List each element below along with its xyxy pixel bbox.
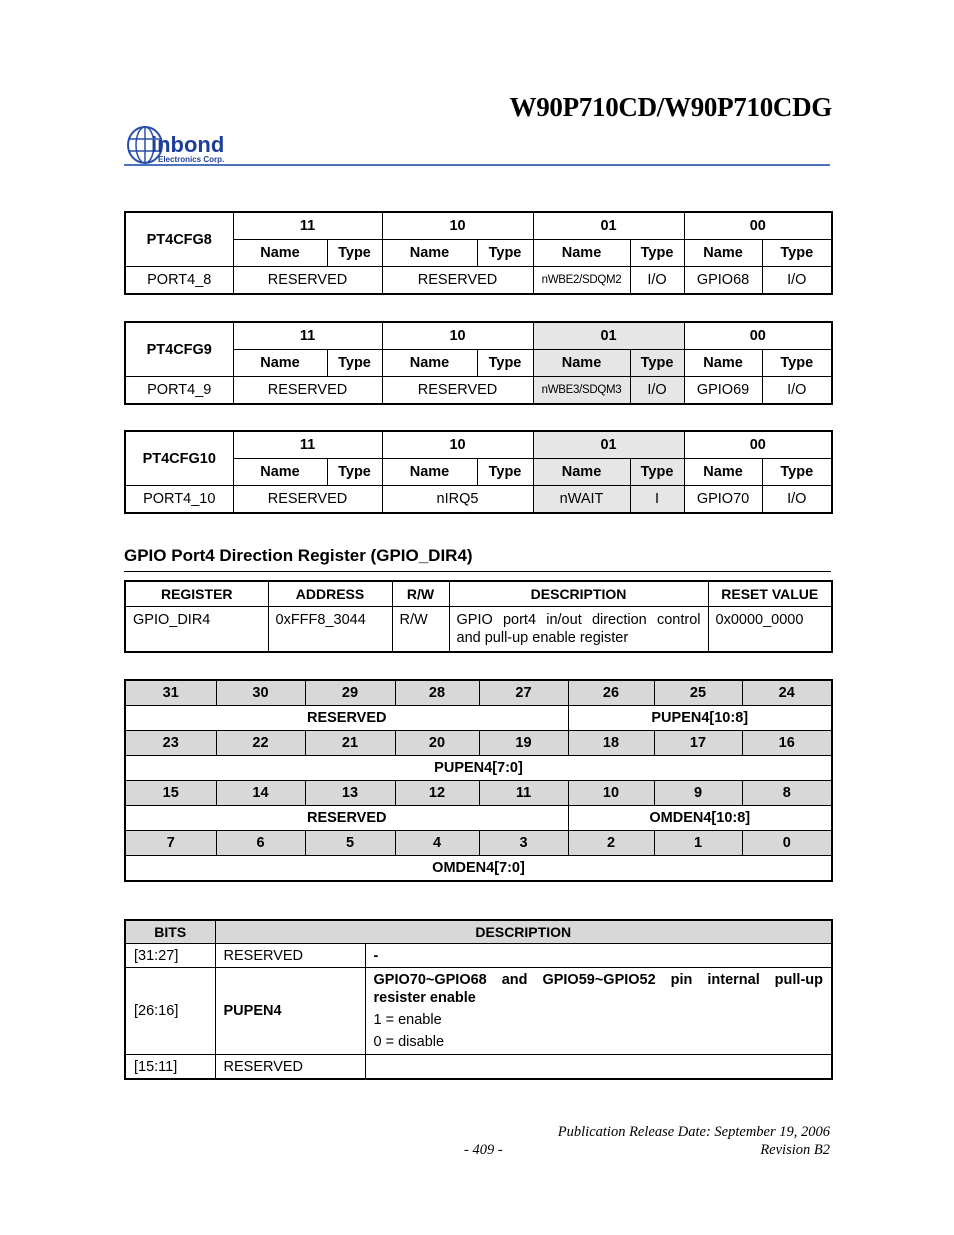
name-header: Name (233, 350, 327, 377)
bit-field: RESERVED (125, 806, 568, 831)
pt4cfg9-table (124, 321, 833, 405)
revision: Revision B2 (760, 1142, 830, 1158)
group-header: 01 (533, 322, 684, 350)
group-header: 11 (233, 431, 382, 459)
bit-description-table (124, 919, 833, 1080)
cell-name: RESERVED (382, 377, 533, 405)
register-reset-value: 0x0000_0000 (708, 607, 832, 653)
bit-number: 26 (568, 680, 654, 706)
name-header: Name (533, 350, 630, 377)
row-label: PORT4_10 (125, 486, 233, 514)
field-name: RESERVED (215, 1055, 365, 1080)
cell-type: I/O (762, 377, 832, 405)
group-header: 10 (382, 431, 533, 459)
bit-number: 10 (568, 781, 654, 806)
type-header: Type (630, 350, 684, 377)
description-header: DESCRIPTION (215, 920, 832, 944)
type-header: Type (477, 350, 533, 377)
register-address: 0xFFF8_3044 (268, 607, 392, 653)
group-header: 00 (684, 212, 832, 240)
bit-number: 21 (305, 731, 395, 756)
cell-type: I/O (762, 267, 832, 295)
svg-text:Electronics Corp.: Electronics Corp. (158, 155, 225, 164)
bit-number: 29 (305, 680, 395, 706)
bit-number: 7 (125, 831, 216, 856)
name-header: Name (382, 240, 477, 267)
name-header: Name (233, 459, 327, 486)
register-name: GPIO_DIR4 (125, 607, 268, 653)
type-header: Type (477, 459, 533, 486)
field-name: RESERVED (215, 944, 365, 968)
bit-number: 2 (568, 831, 654, 856)
name-header: Name (533, 459, 630, 486)
bit-number: 30 (216, 680, 305, 706)
register-header: REGISTER (125, 581, 268, 607)
section-rule (124, 571, 831, 572)
register-rw: R/W (392, 607, 449, 653)
row-label: PORT4_8 (125, 267, 233, 295)
bit-number: 8 (742, 781, 832, 806)
cfg-name: PT4CFG9 (125, 322, 233, 377)
bit-number: 27 (479, 680, 568, 706)
type-header: Type (630, 240, 684, 267)
name-header: Name (684, 459, 762, 486)
bit-number: 17 (654, 731, 742, 756)
group-header: 10 (382, 212, 533, 240)
bit-number: 19 (479, 731, 568, 756)
svg-text:inbond: inbond (151, 132, 225, 157)
bit-number: 24 (742, 680, 832, 706)
register-table (124, 580, 833, 653)
option-enable: 1 = enable (373, 1012, 442, 1028)
pt4cfg10-table (124, 430, 833, 514)
bits-range: [26:16] (125, 968, 215, 1055)
name-header: Name (684, 240, 762, 267)
cell-name: RESERVED (382, 267, 533, 295)
bits-header: BITS (125, 920, 215, 944)
name-header: Name (233, 240, 327, 267)
bits-range: [15:11] (125, 1055, 215, 1080)
bitmap-table (124, 679, 833, 882)
type-header: Type (327, 350, 382, 377)
name-header: Name (382, 459, 477, 486)
bit-number: 0 (742, 831, 832, 856)
bit-number: 15 (125, 781, 216, 806)
type-header: Type (762, 350, 832, 377)
cell-name: RESERVED (233, 377, 382, 405)
bit-number: 16 (742, 731, 832, 756)
cell-name: nWAIT (533, 486, 630, 514)
cell-type: I/O (630, 377, 684, 405)
name-header: Name (684, 350, 762, 377)
name-header: Name (382, 350, 477, 377)
bit-number: 23 (125, 731, 216, 756)
bit-number: 11 (479, 781, 568, 806)
bit-number: 13 (305, 781, 395, 806)
bit-field: OMDEN4[7:0] (125, 856, 832, 882)
type-header: Type (630, 459, 684, 486)
field-description: GPIO70~GPIO68 and GPIO59~GPIO52 pin internal pull-up resister enable (373, 972, 823, 1006)
cell-name: GPIO69 (684, 377, 762, 405)
type-header: Type (477, 240, 533, 267)
bit-number: 4 (395, 831, 479, 856)
bit-number: 18 (568, 731, 654, 756)
row-label: PORT4_9 (125, 377, 233, 405)
section-title: GPIO Port4 Direction Register (GPIO_DIR4) (124, 546, 473, 565)
bit-number: 25 (654, 680, 742, 706)
type-header: Type (762, 459, 832, 486)
bit-number: 5 (305, 831, 395, 856)
cell-type: I/O (630, 267, 684, 295)
group-header: 00 (684, 431, 832, 459)
bits-range: [31:27] (125, 944, 215, 968)
page-number: - 409 - (464, 1142, 503, 1158)
address-header: ADDRESS (268, 581, 392, 607)
bit-number: 22 (216, 731, 305, 756)
cfg-name: PT4CFG10 (125, 431, 233, 486)
group-header: 11 (233, 322, 382, 350)
cell-name: GPIO68 (684, 267, 762, 295)
cell-name: RESERVED (233, 486, 382, 514)
group-header: 00 (684, 322, 832, 350)
cell-type: I (630, 486, 684, 514)
bit-number: 9 (654, 781, 742, 806)
field-name: PUPEN4 (215, 968, 365, 1055)
pt4cfg8-table (124, 211, 833, 295)
type-header: Type (762, 240, 832, 267)
bit-number: 28 (395, 680, 479, 706)
reset-value-header: RESET VALUE (708, 581, 832, 607)
group-header: 01 (533, 212, 684, 240)
cell-type: I/O (762, 486, 832, 514)
bit-number: 12 (395, 781, 479, 806)
group-header: 11 (233, 212, 382, 240)
bit-number: 6 (216, 831, 305, 856)
cell-name: GPIO70 (684, 486, 762, 514)
field-description-cell (365, 968, 832, 1055)
document-title: W90P710CD/W90P710CDG (509, 92, 832, 122)
bit-number: 31 (125, 680, 216, 706)
cell-name: RESERVED (233, 267, 382, 295)
register-description: GPIO port4 in/out direction control and pull-up enable register (449, 607, 708, 653)
cell-name: nIRQ5 (382, 486, 533, 514)
bit-number: 3 (479, 831, 568, 856)
bit-number: 14 (216, 781, 305, 806)
field-description: - (365, 944, 832, 968)
bit-field: OMDEN4[10:8] (568, 806, 832, 831)
group-header: 01 (533, 431, 684, 459)
rw-header: R/W (392, 581, 449, 607)
name-header: Name (533, 240, 630, 267)
bit-field: PUPEN4[7:0] (125, 756, 832, 781)
bit-number: 1 (654, 831, 742, 856)
group-header: 10 (382, 322, 533, 350)
publication-date: Publication Release Date: September 19, 2006 (557, 1124, 830, 1140)
cell-name: nWBE2/SDQM2 (533, 267, 630, 295)
cfg-name: PT4CFG8 (125, 212, 233, 267)
bit-number: 20 (395, 731, 479, 756)
cell-name: nWBE3/SDQM3 (533, 377, 630, 405)
winbond-logo (127, 125, 257, 165)
type-header: Type (327, 459, 382, 486)
bit-field: RESERVED (125, 706, 568, 731)
header-rule (124, 164, 830, 166)
description-header: DESCRIPTION (449, 581, 708, 607)
field-description (365, 1055, 832, 1080)
option-disable: 0 = disable (373, 1034, 445, 1050)
type-header: Type (327, 240, 382, 267)
bit-field: PUPEN4[10:8] (568, 706, 832, 731)
